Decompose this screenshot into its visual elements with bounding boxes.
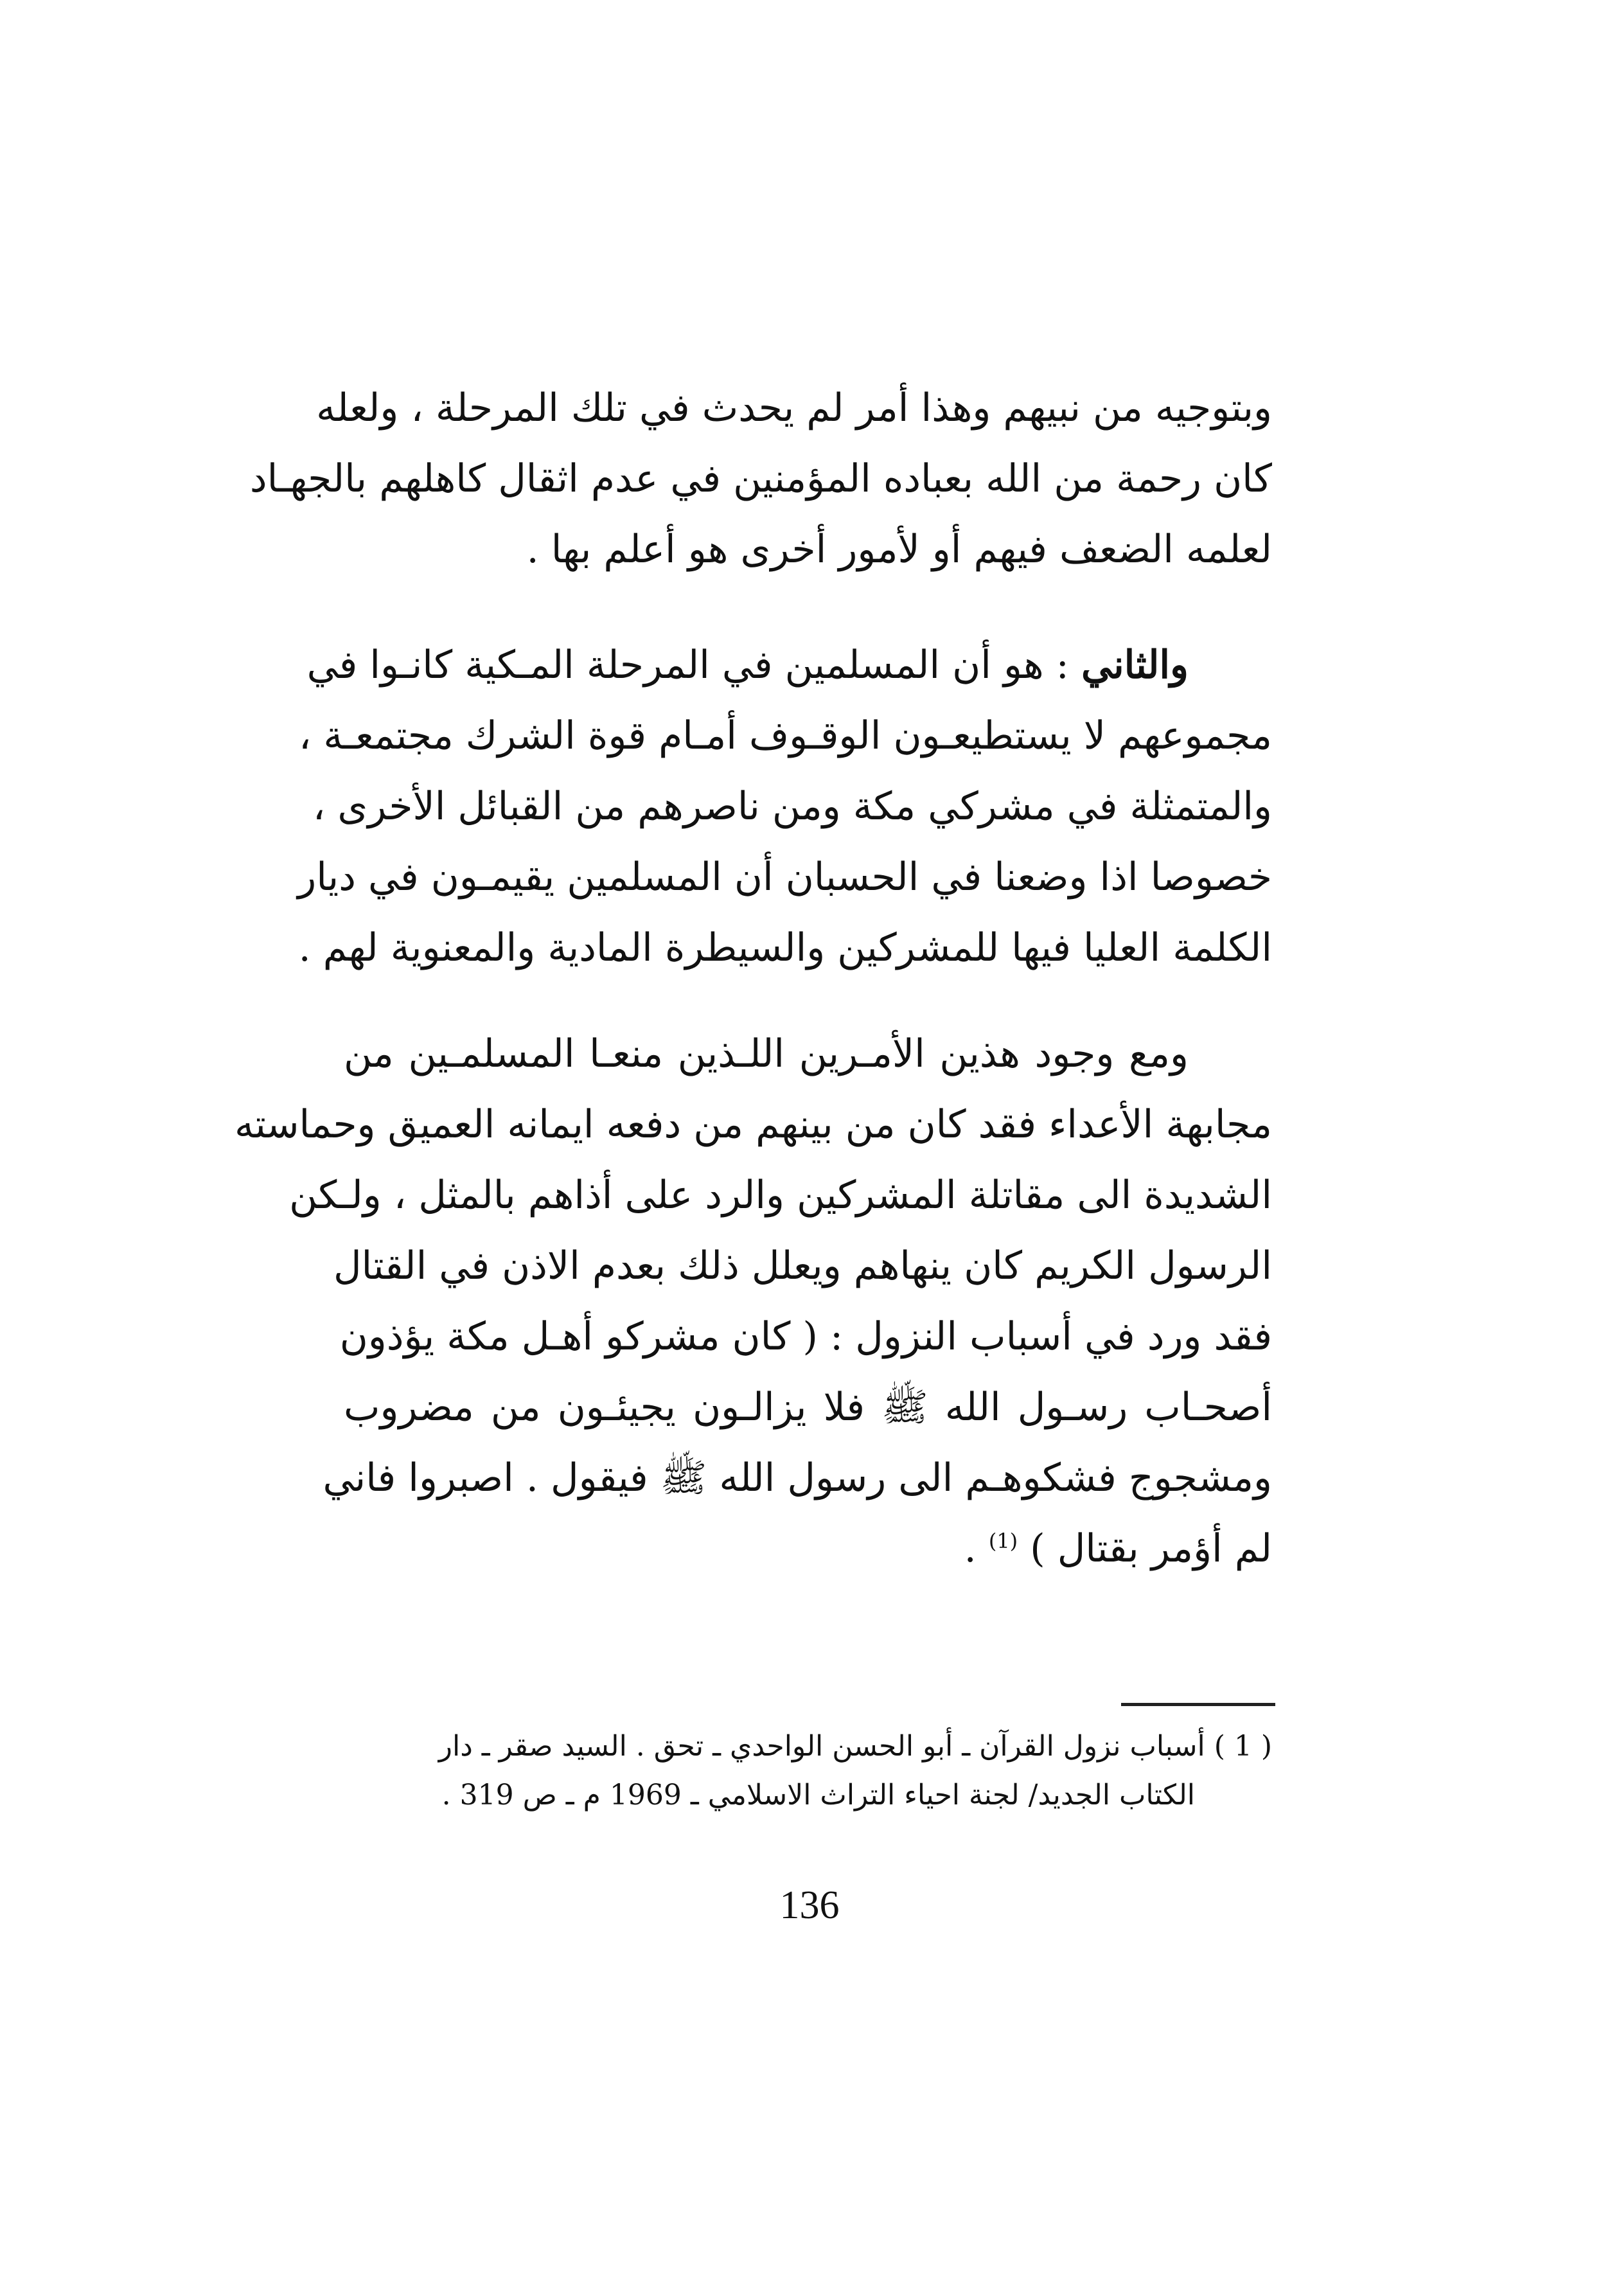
- text-line: الرسول الكريم كان ينهاهم ويعلل ذلك بعدم الاذن في القتال: [333, 1243, 1272, 1288]
- page-number: 136: [779, 1883, 840, 1927]
- text-line: ومشجوج فشكوهـم الى رسول الله ﷺ فيقول . اصبروا فاني: [323, 1455, 1272, 1500]
- text-line: مجابهة الأعداء فقد كان من بينهم من دفعه ايمانه العميق وحماسته: [234, 1102, 1272, 1147]
- text-line: ومع وجود هذين الأمـرين اللـذين منعـا المسلمـين من: [344, 1031, 1189, 1076]
- paragraph-3: [234, 1019, 1272, 1584]
- text-line: وبتوجيه من نبيهم وهذا أمر لم يحدث في تلك المرحلة ، ولعله: [316, 386, 1272, 431]
- text-line: [344, 1513, 1272, 1584]
- text-segment: لم أؤمر بقتال ): [1030, 1526, 1272, 1571]
- footnote-divider: [1121, 1703, 1275, 1706]
- text-segment: .: [964, 1526, 989, 1571]
- paragraph-2: [297, 630, 1272, 983]
- paragraph-1: [249, 373, 1272, 585]
- footnote-line: الكتاب الجديد/ لجنة احياء التراث الاسلامي ـ 1969 م ـ ص 319 .: [441, 1779, 1195, 1811]
- footnote-line: ( 1 ) أسباب نزول القرآن ـ أبو الحسن الواحدي ـ تحق . السيد صقر ـ دار: [438, 1730, 1272, 1763]
- footnote-reference: (1): [988, 1529, 1018, 1553]
- text-line: مجموعهم لا يستطيعـون الوقـوف أمـام قوة الشرك مجتمعـة ،: [298, 713, 1272, 758]
- text-line: أصحـاب رسـول الله ﷺ فلا يزالـون يجيئـون من مضروب: [344, 1385, 1272, 1430]
- text-line: خصوصا اذا وضعنا في الحسبان أن المسلمين يقيمـون في ديار: [297, 855, 1272, 900]
- text-segment: : هو أن المسلمين في المرحلة المـكية كانـوا في: [306, 643, 1081, 688]
- text-line: كان رحمة من الله بعباده المؤمنين في عدم اثقال كاهلهم بالجهـاد: [249, 456, 1272, 501]
- text-line: [306, 630, 1272, 700]
- text-line: لعلمه الضعف فيهم أو لأمور أخرى هو أعلم بها .: [526, 527, 1272, 572]
- text-line: الشديدة الى مقاتلة المشركين والرد على أذاهم بالمثل ، ولـكن: [289, 1173, 1272, 1218]
- footnotes: [360, 1722, 1272, 1820]
- text-line: الكلمة العليا فيها للمشركين والسيطرة المادية والمعنوية لهم .: [298, 925, 1272, 970]
- text-line: والمتمثلة في مشركي مكة ومن ناصرهم من القبائل الأخرى ،: [312, 784, 1272, 829]
- text-line: فقد ورد في أسباب النزول : ( كان مشركو أهـل مكة يؤذون: [339, 1314, 1272, 1359]
- paragraph-lead-word: والثاني: [1081, 643, 1189, 688]
